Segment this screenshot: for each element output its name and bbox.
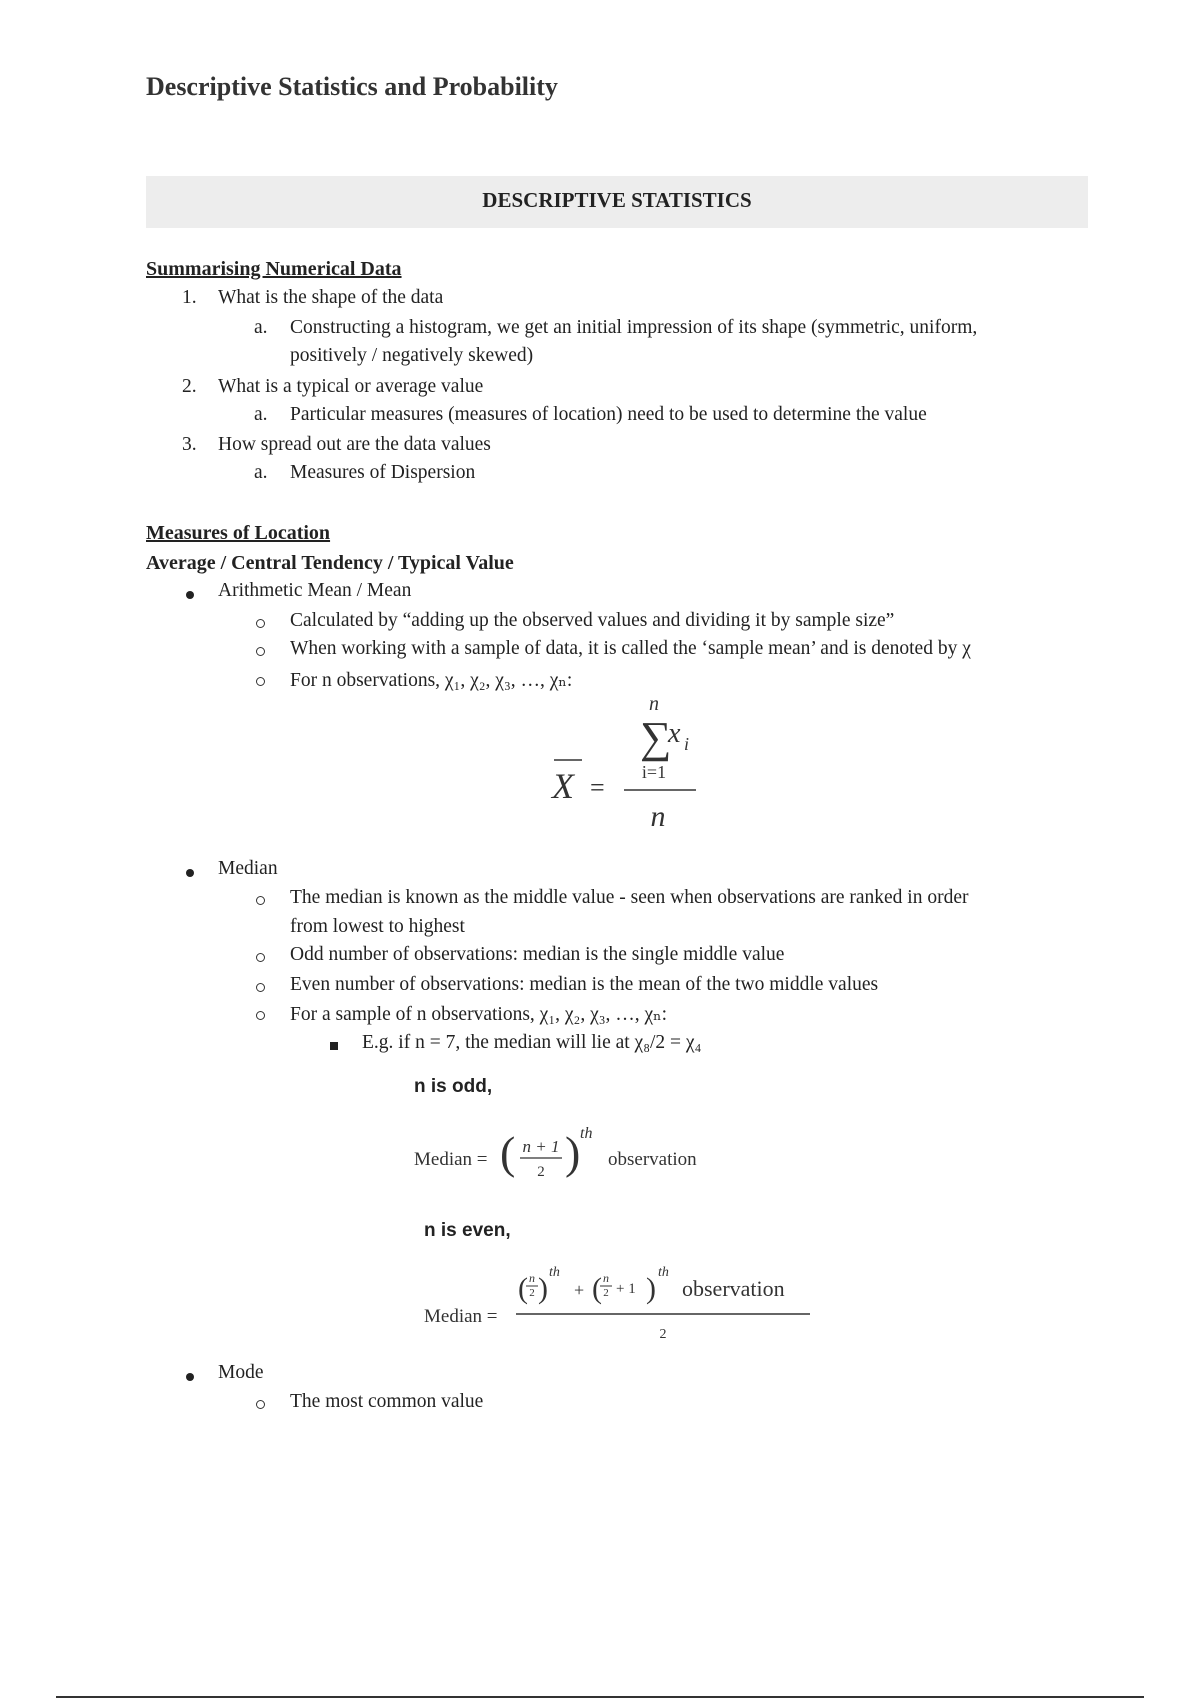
mean-denominator: n: [650, 800, 666, 833]
bullet-dot-icon: [186, 1373, 194, 1381]
sum-lower-limit: i=1: [641, 762, 667, 782]
right-paren: ): [646, 1272, 656, 1305]
formula-prefix: Median =: [424, 1306, 498, 1327]
mode-point: The most common value: [290, 1391, 484, 1412]
location-subheading: Average / Central Tendency / Typical Value: [146, 552, 514, 574]
document-title: Descriptive Statistics and Probability: [146, 72, 558, 101]
circle-bullet-icon: [256, 983, 265, 992]
bullet-dot-icon: [186, 591, 194, 599]
mean-symbol: X: [552, 766, 574, 806]
median-point-cont: from lowest to highest: [290, 916, 465, 937]
term1-denominator: 2: [529, 1287, 535, 1299]
list-number: 2.: [182, 376, 197, 397]
sub-letter: a.: [254, 317, 268, 338]
circle-bullet-icon: [256, 953, 265, 962]
sub-item-line: Constructing a histogram, we get an initial impression of its shape (symmetric, uniform,: [290, 317, 978, 338]
equals-sign: =: [590, 773, 605, 802]
circle-bullet-icon: [256, 619, 265, 628]
circle-bullet-icon: [256, 896, 265, 905]
summand: x: [668, 718, 681, 749]
list-item: What is a typical or average value: [218, 376, 484, 397]
sub-letter: a.: [254, 404, 268, 425]
sub-item-line: positively / negatively skewed): [290, 345, 534, 366]
section-banner: [146, 176, 1088, 228]
mean-point: Calculated by “adding up the observed values and dividing it by sample size”: [290, 610, 895, 631]
location-heading: Measures of Location: [146, 522, 331, 544]
sub-letter: a.: [254, 462, 268, 483]
circle-bullet-icon: [256, 677, 265, 686]
ordinal-superscript: th: [549, 1265, 560, 1280]
sum-symbol: ∑: [640, 713, 672, 762]
term2-denominator: 2: [603, 1287, 609, 1299]
formula-suffix: observation: [608, 1149, 697, 1170]
even-denominator: 2: [659, 1327, 667, 1342]
mean-point: When working with a sample of data, it is called the ‘sample mean’ and is denoted by χ: [290, 638, 971, 659]
median-point: The median is known as the middle value - seen when observations are ranked in order: [290, 887, 969, 908]
right-paren: ): [538, 1272, 548, 1305]
section-banner-text: DESCRIPTIVE STATISTICS: [482, 188, 752, 212]
list-number: 1.: [182, 287, 197, 308]
median-point: Even number of observations: median is the mean of the two middle values: [290, 974, 879, 995]
ordinal-superscript: th: [658, 1265, 669, 1280]
term1-numerator: n: [529, 1271, 535, 1285]
mean-formula: [540, 690, 720, 840]
left-paren: (: [592, 1272, 602, 1305]
median-odd-formula: [412, 1120, 732, 1190]
formula-suffix: observation: [682, 1276, 785, 1301]
circle-bullet-icon: [256, 1400, 265, 1409]
mean-label: Arithmetic Mean / Mean: [218, 580, 412, 601]
summarising-heading: Summarising Numerical Data: [146, 258, 402, 280]
list-item: What is the shape of the data: [218, 287, 444, 308]
formula-prefix: Median =: [414, 1149, 488, 1170]
term2-add: + 1: [616, 1281, 636, 1297]
sub-item-line: Measures of Dispersion: [290, 462, 476, 483]
plus-sign: +: [574, 1280, 585, 1300]
left-paren: (: [500, 1127, 516, 1178]
summand-subscript: i: [684, 734, 690, 754]
sub-item-line: Particular measures (measures of location) need to be used to determine the value: [290, 404, 927, 425]
term2-numerator: n: [603, 1271, 609, 1285]
circle-bullet-icon: [256, 647, 265, 656]
even-label: n is even,: [424, 1220, 511, 1241]
median-point: For a sample of n observations, χ₁, χ₂, χ₃, …, χₙ:: [290, 1004, 668, 1025]
median-label: Median: [218, 858, 278, 879]
bullet-dot-icon: [186, 869, 194, 877]
odd-denominator: 2: [537, 1164, 545, 1180]
median-example: E.g. if n = 7, the median will lie at χ₈/2 = χ₄: [362, 1032, 702, 1053]
list-item: How spread out are the data values: [218, 434, 491, 455]
square-bullet-icon: [330, 1042, 338, 1050]
median-even-formula: [420, 1262, 820, 1342]
odd-label: n is odd,: [414, 1076, 493, 1097]
mean-point: For n observations, χ₁, χ₂, χ₃, …, χₙ:: [290, 670, 573, 691]
median-point: Odd number of observations: median is the single middle value: [290, 944, 785, 965]
circle-bullet-icon: [256, 1011, 265, 1020]
right-paren: ): [565, 1127, 581, 1178]
mode-label: Mode: [218, 1362, 264, 1383]
odd-numerator: n + 1: [522, 1137, 560, 1156]
ordinal-superscript: th: [580, 1125, 593, 1142]
page-bottom-rule: [56, 1696, 1144, 1698]
sum-upper-limit: n: [649, 693, 659, 715]
list-number: 3.: [182, 434, 197, 455]
left-paren: (: [518, 1272, 528, 1305]
